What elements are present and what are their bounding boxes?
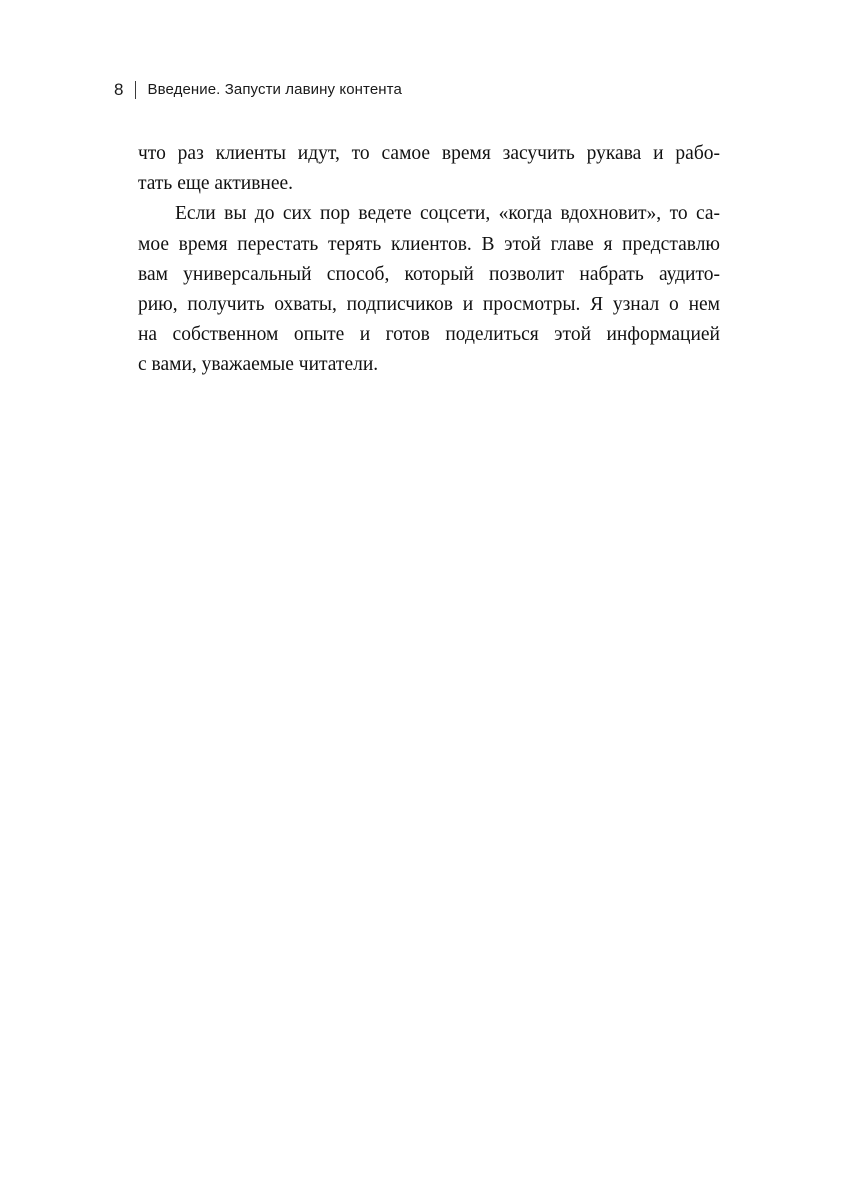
chapter-title: Введение. Запусти лавину контента xyxy=(147,81,402,98)
text-line: Если вы до сих пор ведете соцсети, «когда вдохновит», то са- xyxy=(175,203,720,225)
page-number: 8 xyxy=(114,80,124,99)
text-line: на собственном опыте и готов поделиться этой информацией xyxy=(138,324,720,346)
text-line: вам универсальный способ, который позволит набрать аудито- xyxy=(138,263,720,285)
text-line: с вами, уважаемые читатели. xyxy=(138,354,379,376)
text-line: рию, получить охваты, подписчиков и просмотры. Я узнал о нем xyxy=(138,293,720,315)
paragraph xyxy=(138,139,720,199)
text-line: тать еще активнее. xyxy=(138,173,294,195)
text-line: что раз клиенты идут, то самое время засучить рукава и рабо- xyxy=(138,143,720,164)
header-divider xyxy=(135,81,136,99)
paragraph xyxy=(138,199,720,380)
running-header xyxy=(114,78,402,102)
body-text xyxy=(138,139,720,381)
text-line: мое время перестать терять клиентов. В этой главе я представлю xyxy=(138,233,720,255)
